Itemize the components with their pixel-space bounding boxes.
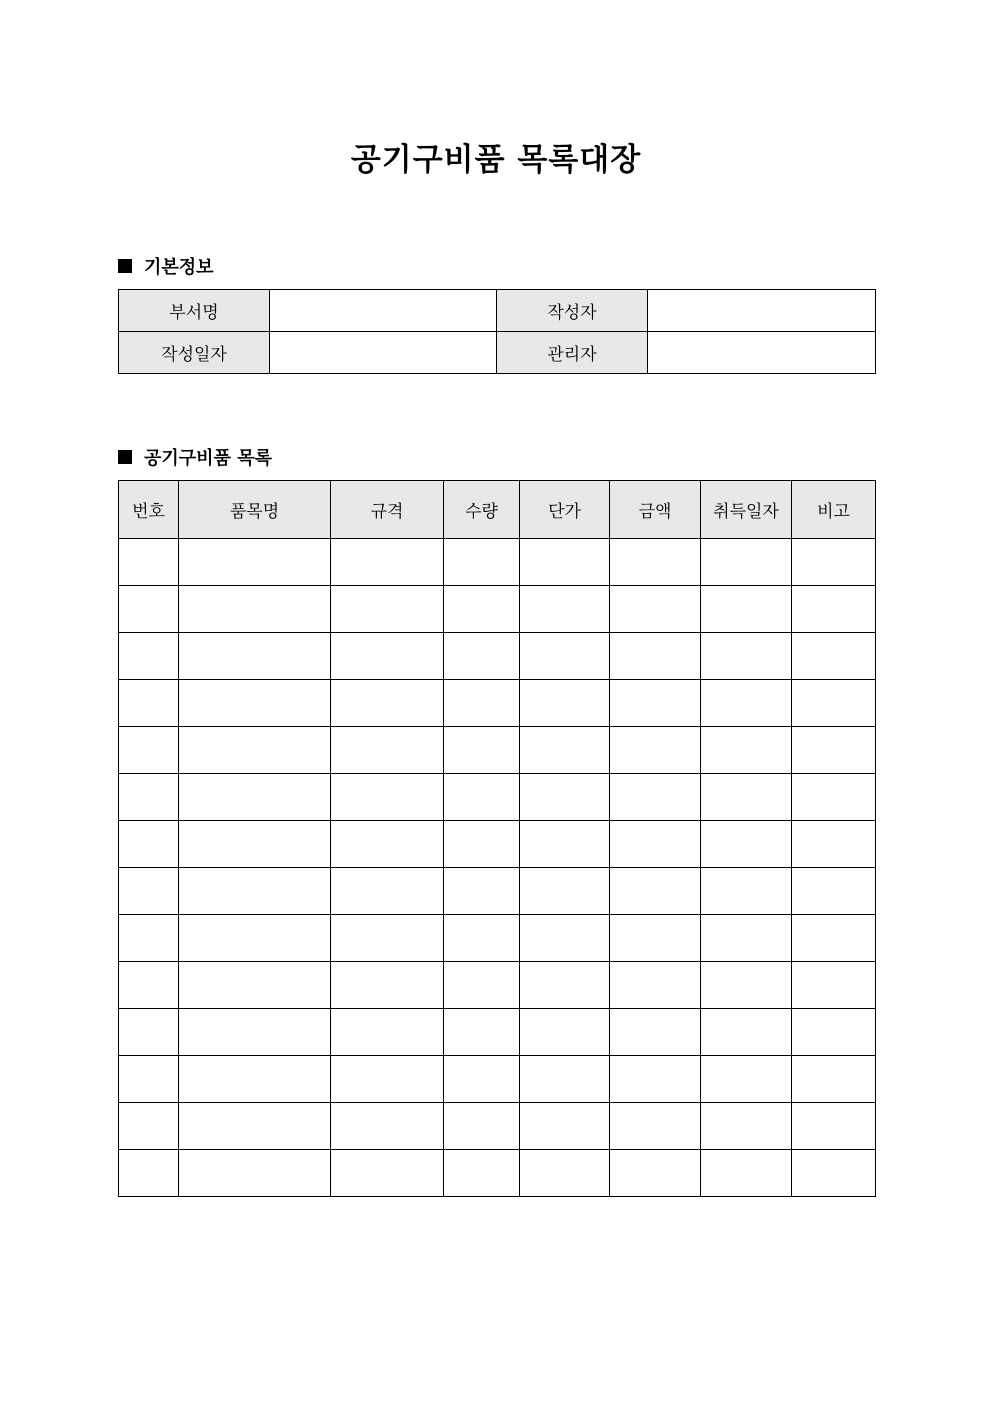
cell-unit-price[interactable] bbox=[520, 915, 610, 962]
cell-number[interactable] bbox=[119, 680, 179, 727]
cell-number[interactable] bbox=[119, 586, 179, 633]
cell-acquisition-date[interactable] bbox=[701, 821, 792, 868]
cell-unit-price[interactable] bbox=[520, 1056, 610, 1103]
column-header-spec: 규격 bbox=[331, 481, 444, 539]
cell-quantity[interactable] bbox=[444, 1103, 520, 1150]
column-header-number: 번호 bbox=[119, 481, 179, 539]
cell-number[interactable] bbox=[119, 774, 179, 821]
cell-amount[interactable] bbox=[610, 633, 701, 680]
cell-unit-price[interactable] bbox=[520, 1009, 610, 1056]
cell-item-name[interactable] bbox=[179, 539, 331, 586]
cell-number[interactable] bbox=[119, 1150, 179, 1197]
cell-spec[interactable] bbox=[331, 586, 444, 633]
table-header-row bbox=[119, 481, 876, 539]
cell-item-name[interactable] bbox=[179, 680, 331, 727]
square-bullet-icon bbox=[118, 450, 132, 464]
cell-spec[interactable] bbox=[331, 539, 444, 586]
column-header-item-name: 품목명 bbox=[179, 481, 331, 539]
section-heading-basic-info bbox=[118, 253, 214, 279]
cell-spec[interactable] bbox=[331, 680, 444, 727]
cell-amount[interactable] bbox=[610, 680, 701, 727]
table-row bbox=[119, 962, 876, 1009]
section-heading-label: 기본정보 bbox=[144, 257, 214, 278]
cell-remarks[interactable] bbox=[792, 1056, 876, 1103]
cell-quantity[interactable] bbox=[444, 586, 520, 633]
cell-acquisition-date[interactable] bbox=[701, 539, 792, 586]
cell-item-name[interactable] bbox=[179, 586, 331, 633]
cell-quantity[interactable] bbox=[444, 1009, 520, 1056]
cell-acquisition-date[interactable] bbox=[701, 633, 792, 680]
cell-spec[interactable] bbox=[331, 821, 444, 868]
table-row bbox=[119, 727, 876, 774]
cell-unit-price[interactable] bbox=[520, 633, 610, 680]
cell-amount[interactable] bbox=[610, 962, 701, 1009]
cell-quantity[interactable] bbox=[444, 680, 520, 727]
cell-number[interactable] bbox=[119, 727, 179, 774]
cell-quantity[interactable] bbox=[444, 1150, 520, 1197]
cell-spec[interactable] bbox=[331, 727, 444, 774]
cell-quantity[interactable] bbox=[444, 915, 520, 962]
cell-item-name[interactable] bbox=[179, 1103, 331, 1150]
basic-info-table bbox=[118, 289, 876, 374]
cell-remarks[interactable] bbox=[792, 915, 876, 962]
item-rows bbox=[119, 539, 876, 1197]
cell-spec[interactable] bbox=[331, 774, 444, 821]
cell-remarks[interactable] bbox=[792, 1150, 876, 1197]
cell-quantity[interactable] bbox=[444, 633, 520, 680]
cell-amount[interactable] bbox=[610, 915, 701, 962]
author-label: 작성자 bbox=[497, 290, 648, 332]
table-row bbox=[119, 680, 876, 727]
cell-remarks[interactable] bbox=[792, 727, 876, 774]
cell-amount[interactable] bbox=[610, 1103, 701, 1150]
cell-quantity[interactable] bbox=[444, 821, 520, 868]
section-heading-item-list bbox=[118, 444, 272, 470]
cell-amount[interactable] bbox=[610, 1009, 701, 1056]
cell-unit-price[interactable] bbox=[520, 774, 610, 821]
table-row bbox=[119, 915, 876, 962]
cell-unit-price[interactable] bbox=[520, 868, 610, 915]
section-heading-label: 공기구비품 목록 bbox=[144, 448, 272, 469]
item-list-table bbox=[118, 480, 876, 1197]
cell-acquisition-date[interactable] bbox=[701, 1009, 792, 1056]
column-header-quantity: 수량 bbox=[444, 481, 520, 539]
cell-amount[interactable] bbox=[610, 868, 701, 915]
table-row bbox=[119, 1103, 876, 1150]
cell-number[interactable] bbox=[119, 821, 179, 868]
cell-quantity[interactable] bbox=[444, 962, 520, 1009]
cell-acquisition-date[interactable] bbox=[701, 1056, 792, 1103]
cell-item-name[interactable] bbox=[179, 774, 331, 821]
cell-amount[interactable] bbox=[610, 1150, 701, 1197]
cell-item-name[interactable] bbox=[179, 868, 331, 915]
table-row bbox=[119, 539, 876, 586]
department-field[interactable] bbox=[270, 290, 497, 332]
cell-item-name[interactable] bbox=[179, 962, 331, 1009]
cell-amount[interactable] bbox=[610, 727, 701, 774]
manager-label: 관리자 bbox=[497, 332, 648, 374]
cell-spec[interactable] bbox=[331, 915, 444, 962]
date-label: 작성일자 bbox=[119, 332, 270, 374]
cell-remarks[interactable] bbox=[792, 962, 876, 1009]
info-row bbox=[119, 290, 876, 332]
department-label: 부서명 bbox=[119, 290, 270, 332]
cell-unit-price[interactable] bbox=[520, 680, 610, 727]
table-row bbox=[119, 1056, 876, 1103]
cell-item-name[interactable] bbox=[179, 1056, 331, 1103]
cell-acquisition-date[interactable] bbox=[701, 915, 792, 962]
cell-remarks[interactable] bbox=[792, 680, 876, 727]
cell-spec[interactable] bbox=[331, 1150, 444, 1197]
cell-item-name[interactable] bbox=[179, 915, 331, 962]
cell-unit-price[interactable] bbox=[520, 586, 610, 633]
date-field[interactable] bbox=[270, 332, 497, 374]
cell-quantity[interactable] bbox=[444, 868, 520, 915]
table-row bbox=[119, 1009, 876, 1056]
cell-amount[interactable] bbox=[610, 539, 701, 586]
info-row bbox=[119, 332, 876, 374]
cell-number[interactable] bbox=[119, 962, 179, 1009]
cell-acquisition-date[interactable] bbox=[701, 727, 792, 774]
cell-number[interactable] bbox=[119, 1103, 179, 1150]
cell-remarks[interactable] bbox=[792, 633, 876, 680]
cell-unit-price[interactable] bbox=[520, 962, 610, 1009]
table-row bbox=[119, 633, 876, 680]
cell-spec[interactable] bbox=[331, 1056, 444, 1103]
cell-unit-price[interactable] bbox=[520, 727, 610, 774]
cell-remarks[interactable] bbox=[792, 539, 876, 586]
cell-acquisition-date[interactable] bbox=[701, 774, 792, 821]
cell-item-name[interactable] bbox=[179, 821, 331, 868]
table-row bbox=[119, 1150, 876, 1197]
author-field[interactable] bbox=[648, 290, 876, 332]
cell-number[interactable] bbox=[119, 1009, 179, 1056]
table-row bbox=[119, 586, 876, 633]
cell-number[interactable] bbox=[119, 868, 179, 915]
cell-number[interactable] bbox=[119, 915, 179, 962]
cell-amount[interactable] bbox=[610, 774, 701, 821]
cell-remarks[interactable] bbox=[792, 774, 876, 821]
document-title: 공기구비품 목록대장 bbox=[350, 142, 642, 178]
table-row bbox=[119, 868, 876, 915]
cell-acquisition-date[interactable] bbox=[701, 1103, 792, 1150]
cell-acquisition-date[interactable] bbox=[701, 868, 792, 915]
cell-unit-price[interactable] bbox=[520, 539, 610, 586]
cell-number[interactable] bbox=[119, 539, 179, 586]
cell-amount[interactable] bbox=[610, 821, 701, 868]
cell-amount[interactable] bbox=[610, 586, 701, 633]
cell-quantity[interactable] bbox=[444, 1056, 520, 1103]
cell-acquisition-date[interactable] bbox=[701, 680, 792, 727]
table-row bbox=[119, 774, 876, 821]
column-header-acquisition-date: 취득일자 bbox=[701, 481, 792, 539]
cell-number[interactable] bbox=[119, 1056, 179, 1103]
column-header-amount: 금액 bbox=[610, 481, 701, 539]
column-header-remarks: 비고 bbox=[792, 481, 876, 539]
table-row bbox=[119, 821, 876, 868]
cell-remarks[interactable] bbox=[792, 586, 876, 633]
column-header-unit-price: 단가 bbox=[520, 481, 610, 539]
cell-remarks[interactable] bbox=[792, 1009, 876, 1056]
cell-unit-price[interactable] bbox=[520, 821, 610, 868]
cell-number[interactable] bbox=[119, 633, 179, 680]
cell-acquisition-date[interactable] bbox=[701, 586, 792, 633]
manager-field[interactable] bbox=[648, 332, 876, 374]
cell-spec[interactable] bbox=[331, 868, 444, 915]
cell-acquisition-date[interactable] bbox=[701, 1150, 792, 1197]
cell-spec[interactable] bbox=[331, 633, 444, 680]
cell-remarks[interactable] bbox=[792, 868, 876, 915]
cell-item-name[interactable] bbox=[179, 633, 331, 680]
cell-acquisition-date[interactable] bbox=[701, 962, 792, 1009]
cell-quantity[interactable] bbox=[444, 774, 520, 821]
cell-quantity[interactable] bbox=[444, 727, 520, 774]
cell-unit-price[interactable] bbox=[520, 1150, 610, 1197]
cell-amount[interactable] bbox=[610, 1056, 701, 1103]
cell-unit-price[interactable] bbox=[520, 1103, 610, 1150]
square-bullet-icon bbox=[118, 259, 132, 273]
cell-item-name[interactable] bbox=[179, 1009, 331, 1056]
cell-item-name[interactable] bbox=[179, 727, 331, 774]
cell-spec[interactable] bbox=[331, 1009, 444, 1056]
cell-remarks[interactable] bbox=[792, 821, 876, 868]
cell-spec[interactable] bbox=[331, 1103, 444, 1150]
cell-item-name[interactable] bbox=[179, 1150, 331, 1197]
cell-quantity[interactable] bbox=[444, 539, 520, 586]
cell-spec[interactable] bbox=[331, 962, 444, 1009]
cell-remarks[interactable] bbox=[792, 1103, 876, 1150]
